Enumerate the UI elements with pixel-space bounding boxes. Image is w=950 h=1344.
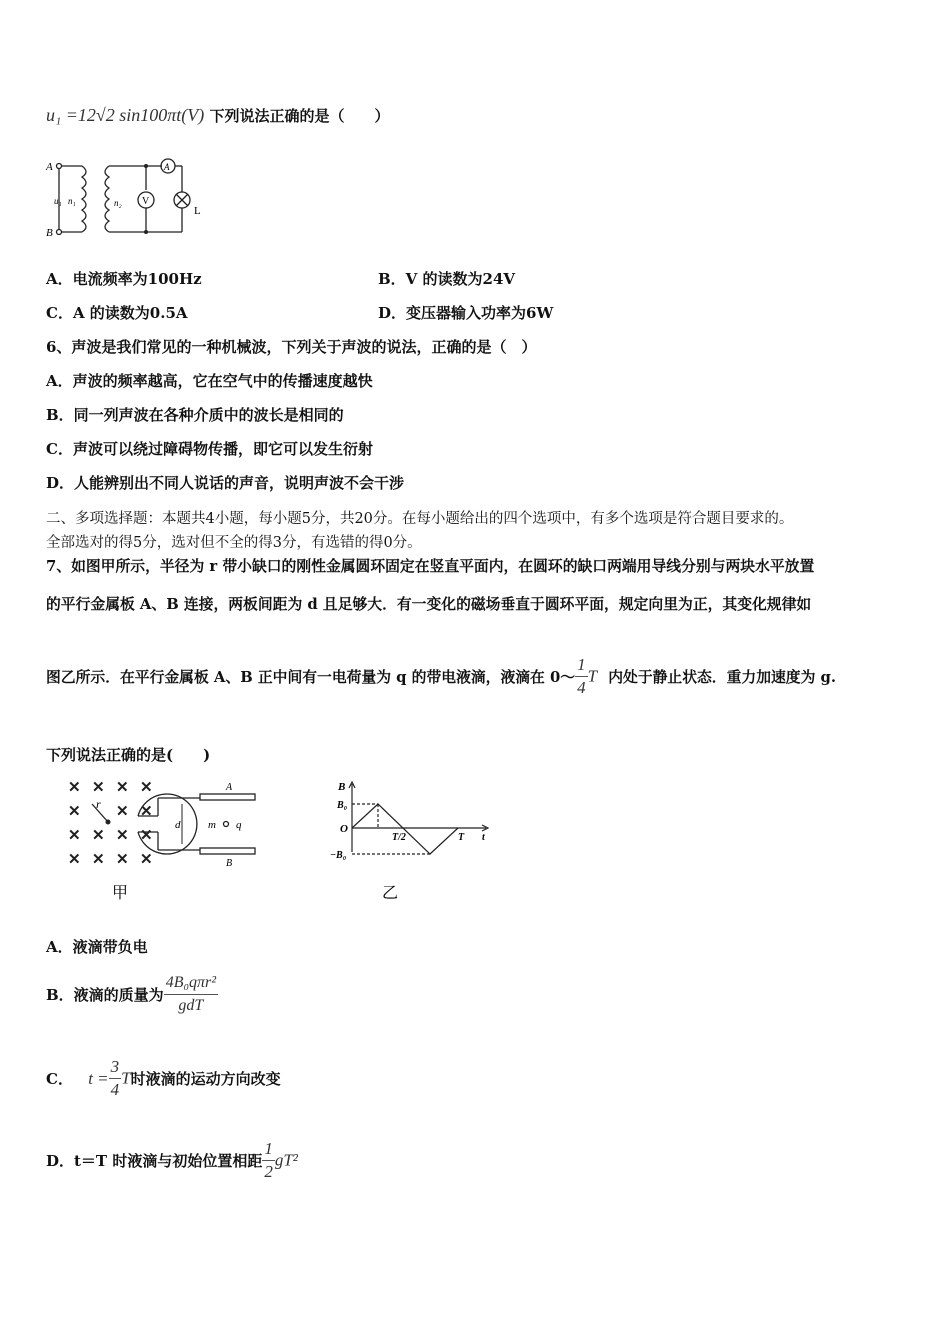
axis-t: t <box>482 832 485 843</box>
tick-t: T <box>458 832 465 843</box>
q5-stem-line <box>46 104 390 127</box>
q5-formula: u₁ =12√2 sin100πt(V) <box>46 105 205 125</box>
tick-t-half: T/2 <box>392 832 406 843</box>
q7-option-b <box>46 972 218 1017</box>
frac-num: 1 <box>575 654 588 677</box>
axis-neg-b0: −B₀ <box>330 850 347 861</box>
frac-den: 4 <box>110 1080 120 1099</box>
q7-line3 <box>46 654 836 699</box>
frac-num: 4B₀qπr² <box>164 972 218 995</box>
q5-option-d: D．变压器输入功率为6W <box>378 304 554 322</box>
q7-option-d-fraction <box>262 1138 275 1183</box>
svg-text:✕: ✕ <box>140 828 153 844</box>
svg-text:✕: ✕ <box>116 780 129 796</box>
q7-fraction-quarter <box>575 654 588 699</box>
q6-stem: 6、声波是我们常见的一种机械波，下列关于声波的说法，正确的是（ ） <box>46 338 537 356</box>
q7-option-a: A．液滴带负电 <box>46 938 148 956</box>
q6-option-b: B．同一列声波在各种介质中的波长是相同的 <box>46 406 344 424</box>
label-plate-a: A <box>226 782 233 793</box>
figure-jia-label: 甲 <box>112 885 129 902</box>
svg-text:✕: ✕ <box>116 828 129 844</box>
q7-option-c-t: t = <box>88 1068 109 1088</box>
svg-text:✕: ✕ <box>116 804 129 820</box>
svg-text:✕: ✕ <box>140 852 153 868</box>
q7-option-b-text: B．液滴的质量为 <box>46 986 164 1004</box>
frac-var: T <box>121 1068 131 1088</box>
label-d: d <box>175 819 181 831</box>
q5-stem: 下列说法正确的是（ ） <box>209 107 390 125</box>
svg-text:✕: ✕ <box>68 780 81 796</box>
label-q: q <box>236 819 242 831</box>
frac-var: T <box>587 666 598 686</box>
q7-option-c-text: 时液滴的运动方向改变 <box>130 1070 281 1088</box>
q7-option-d-text: D．t＝T 时液滴与初始位置相距 <box>46 1152 263 1170</box>
label-r: r <box>96 797 101 811</box>
q5-option-c: C．A 的读数为0.5A <box>46 304 188 322</box>
label-a: A <box>46 161 53 173</box>
q7-option-c-label: C． <box>46 1070 73 1088</box>
axis-b: B <box>338 781 346 793</box>
frac-num: 3 <box>109 1056 122 1079</box>
q5-option-b: B．V 的读数为24V <box>378 270 516 288</box>
svg-text:✕: ✕ <box>92 780 105 796</box>
q7-line1: 7、如图甲所示，半径为 r 带小缺口的刚性金属圆环固定在竖直平面内，在圆环的缺口两端用导线分别与两块水平放置 <box>46 558 815 575</box>
voltmeter-label: V <box>142 196 150 207</box>
q7-option-d <box>46 1138 298 1183</box>
section2-line1: 二、多项选择题：本题共4小题，每小题5分，共20分。在每小题给出的四个选项中，有多个选项是符合题目要求的。 <box>46 511 794 527</box>
lamp-label: L <box>194 205 201 217</box>
q7-option-b-fraction <box>164 972 218 1017</box>
svg-text:✕: ✕ <box>68 852 81 868</box>
svg-text:✕: ✕ <box>92 852 105 868</box>
frac-num: 1 <box>262 1138 275 1161</box>
label-plate-b: B <box>226 858 233 869</box>
q5-option-a: A．电流频率为100Hz <box>46 270 202 288</box>
figure-yi-label: 乙 <box>382 885 399 902</box>
axis-origin: O <box>340 823 348 835</box>
frac-den: gdT <box>178 997 204 1014</box>
transformer-circuit-diagram <box>44 156 214 242</box>
figure-jia <box>60 776 270 906</box>
q7-line2: 的平行金属板 A、B 连接，两板间距为 d 且足够大．有一变化的磁场垂直于圆环平面，规定向里为正，其变化规律如 <box>46 596 812 613</box>
q7-option-d-expr: gT² <box>274 1150 298 1170</box>
q7-line3-text: 图乙所示．在平行金属板 A、B 正中间有一电荷量为 q 的带电液滴，液滴在 0～ <box>46 669 576 686</box>
svg-text:✕: ✕ <box>68 828 81 844</box>
q7-line3-post: 内处于静止状态．重力加速度为 g. <box>608 669 837 686</box>
ammeter-label: A <box>164 162 170 172</box>
svg-text:✕: ✕ <box>140 804 153 820</box>
label-m: m <box>208 819 216 831</box>
frac-den: 2 <box>264 1162 273 1181</box>
label-u1: u₁ <box>54 196 62 206</box>
svg-text:✕: ✕ <box>92 828 105 844</box>
frac-den: 4 <box>577 678 586 697</box>
svg-text:✕: ✕ <box>140 780 153 796</box>
axis-b0: B₀ <box>337 800 348 811</box>
q7-line4: 下列说法正确的是( ) <box>46 746 211 764</box>
svg-text:✕: ✕ <box>116 852 129 868</box>
label-n1: n₁ <box>68 196 76 206</box>
q6-option-c: C．声波可以绕过障碍物传播，即它可以发生衍射 <box>46 440 373 458</box>
q6-option-d: D．人能辨别出不同人说话的声音，说明声波不会干涉 <box>46 474 405 492</box>
q7-option-c <box>46 1056 281 1101</box>
label-b: B <box>46 227 53 239</box>
q6-option-a: A．声波的频率越高，它在空气中的传播速度越快 <box>46 372 373 390</box>
section2-line2: 全部选对的得5分，选对但不全的得3分，有选错的得0分。 <box>46 535 422 551</box>
figure-yi <box>330 776 500 906</box>
label-n2: n₂ <box>114 198 122 208</box>
q7-option-c-fraction <box>109 1056 122 1101</box>
svg-text:✕: ✕ <box>68 804 81 820</box>
